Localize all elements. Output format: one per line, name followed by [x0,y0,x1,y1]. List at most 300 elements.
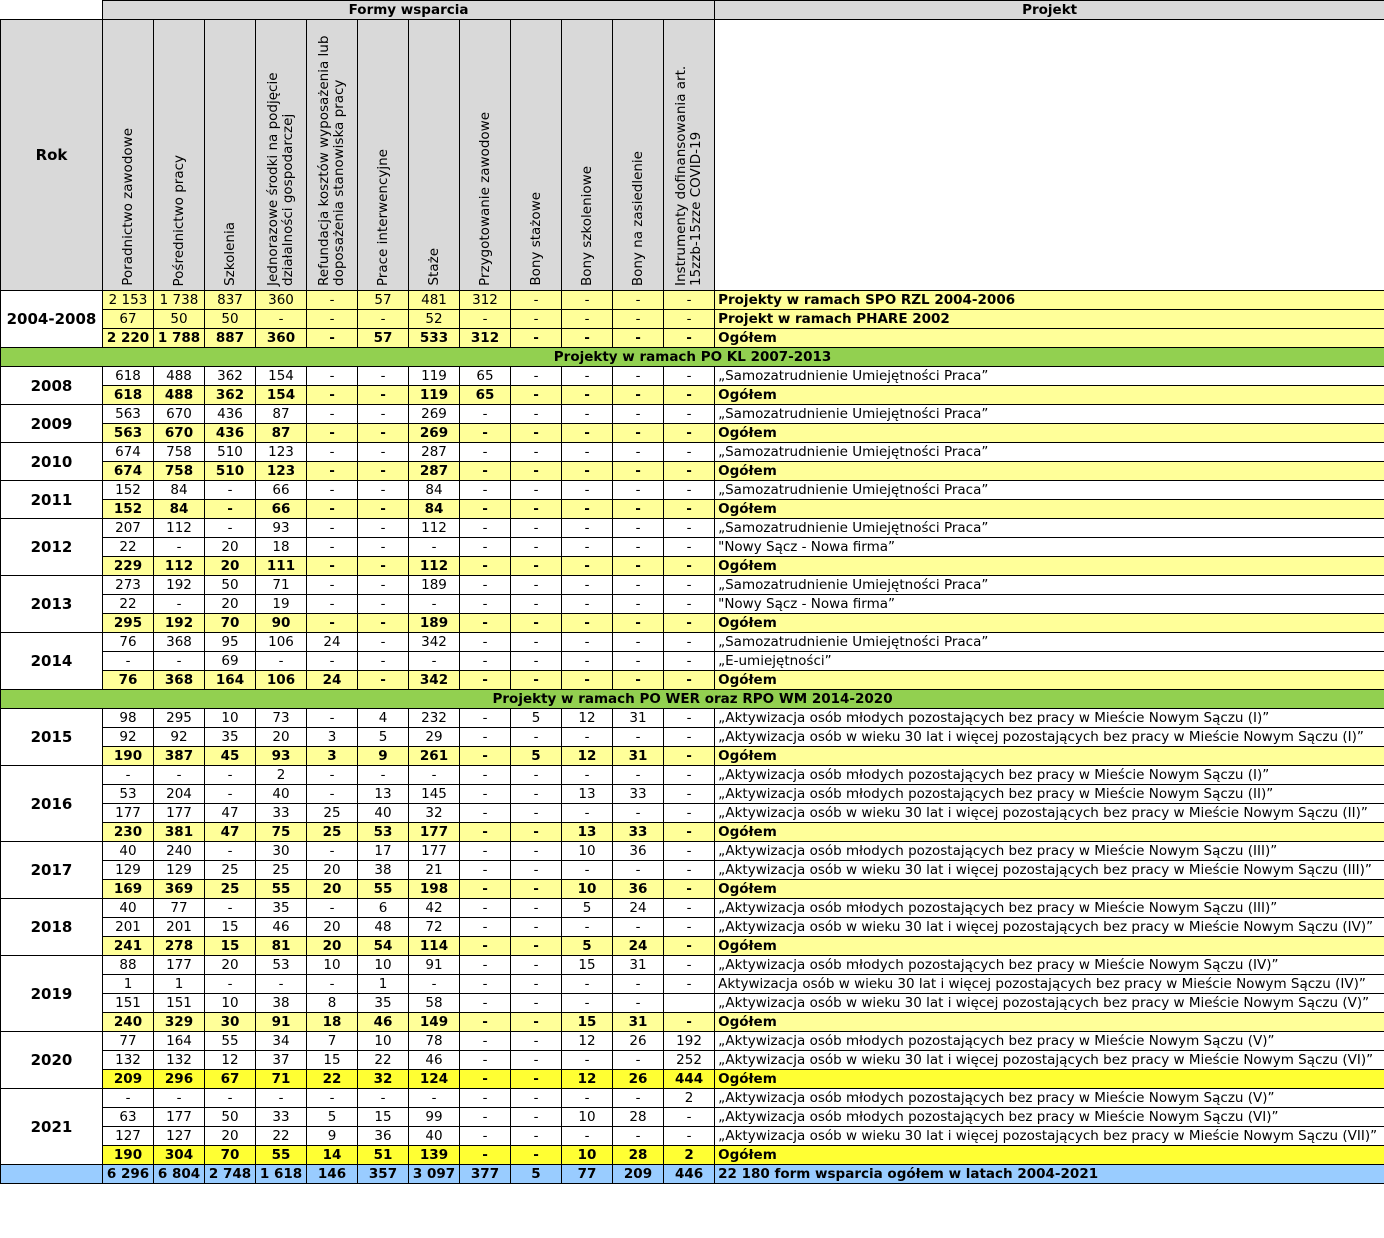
grand-total-value: 209 [613,1165,664,1184]
value-cell: - [358,538,409,557]
table-row [1,994,1384,1013]
project-cell: Ogółem [715,671,1384,690]
value-cell: - [307,462,358,481]
value-cell: 33 [256,804,307,823]
value-cell: - [664,367,715,386]
value-cell: 269 [409,424,460,443]
value-cell: - [460,310,511,329]
value-cell: - [460,652,511,671]
value-cell: 129 [103,861,154,880]
value-cell: - [613,728,664,747]
value-cell: 76 [103,671,154,690]
value-cell: - [562,861,613,880]
table-row [1,709,1384,728]
value-cell: - [358,633,409,652]
value-cell: - [358,310,409,329]
value-cell: - [358,671,409,690]
value-cell: 177 [409,842,460,861]
value-cell: 31 [613,747,664,766]
value-cell: - [205,519,256,538]
col-header-3: Jednorazowe środki na podjęcie działalności gospodarczej [256,20,307,291]
value-cell: 13 [562,823,613,842]
project-cell: „Aktywizacja osób w wieku 30 lat i więcej pozostających bez pracy w Mieście Nowym Sączu (VII)” [715,1127,1384,1146]
value-cell: 84 [409,481,460,500]
value-cell: 20 [307,937,358,956]
value-cell: - [511,861,562,880]
table-row [1,975,1384,994]
value-cell: 51 [358,1146,409,1165]
value-cell: 837 [205,291,256,310]
value-cell: - [307,975,358,994]
value-cell: - [562,918,613,937]
value-cell: - [460,956,511,975]
value-cell: 20 [307,861,358,880]
value-cell: 758 [154,462,205,481]
value-cell: - [562,519,613,538]
value-cell: 164 [154,1032,205,1051]
value-cell: 152 [103,481,154,500]
value-cell: - [256,975,307,994]
total-row [1,1013,1384,1032]
value-cell: - [460,1089,511,1108]
value-cell: - [460,443,511,462]
value-cell: 436 [205,424,256,443]
value-cell [664,994,715,1013]
value-cell: - [358,367,409,386]
table-row [1,1032,1384,1051]
project-cell: Ogółem [715,329,1384,348]
value-cell: 119 [409,367,460,386]
table-row [1,633,1384,652]
value-cell: - [664,500,715,519]
value-cell: 436 [205,405,256,424]
value-cell: - [613,291,664,310]
value-cell: 304 [154,1146,205,1165]
value-cell: - [664,310,715,329]
value-cell: 35 [256,899,307,918]
grand-total-value: 357 [358,1165,409,1184]
section-title: Projekty w ramach PO WER oraz RPO WM 2014-2020 [1,690,1384,709]
forms-group-header: Formy wsparcia [103,1,715,20]
value-cell: 52 [409,310,460,329]
project-cell: Ogółem [715,500,1384,519]
year-cell: 2017 [1,842,103,899]
value-cell: - [460,918,511,937]
value-cell: 177 [103,804,154,823]
value-cell: 329 [154,1013,205,1032]
value-cell: - [154,766,205,785]
value-cell: 132 [103,1051,154,1070]
value-cell: 177 [154,956,205,975]
value-cell: - [460,994,511,1013]
year-cell: 2021 [1,1089,103,1165]
value-cell: 65 [460,386,511,405]
project-cell: Ogółem [715,1013,1384,1032]
value-cell: 55 [256,1146,307,1165]
value-cell: - [358,405,409,424]
value-cell: 53 [358,823,409,842]
value-cell: 20 [205,595,256,614]
table-row [1,956,1384,975]
project-cell: "Nowy Sącz - Nowa firma” [715,538,1384,557]
value-cell: - [460,785,511,804]
value-cell: - [664,614,715,633]
grand-total-value: 2 748 [205,1165,256,1184]
value-cell: 57 [358,291,409,310]
project-cell: „Samozatrudnienie Umiejętności Praca” [715,576,1384,595]
value-cell: - [613,557,664,576]
value-cell: 9 [307,1127,358,1146]
value-cell: 20 [205,1127,256,1146]
project-cell: Ogółem [715,747,1384,766]
value-cell: 38 [256,994,307,1013]
value-cell: - [307,329,358,348]
value-cell: 20 [307,918,358,937]
project-cell: „Samozatrudnienie Umiejętności Praca” [715,367,1384,386]
value-cell: - [664,861,715,880]
table-row [1,291,1384,310]
value-cell: - [307,595,358,614]
value-cell: 368 [154,633,205,652]
value-cell: - [664,842,715,861]
value-cell: - [511,1146,562,1165]
col-header-4: Refundacja kosztów wyposażenia lub doposażenia stanowiska pracy [307,20,358,291]
value-cell: - [307,443,358,462]
value-cell: - [613,500,664,519]
value-cell: - [511,975,562,994]
project-cell: „Aktywizacja osób młodych pozostających bez pracy w Mieście Nowym Sączu (I)” [715,709,1384,728]
total-row [1,671,1384,690]
value-cell: 31 [613,956,664,975]
value-cell: 57 [358,329,409,348]
value-cell: 35 [205,728,256,747]
table-row [1,861,1384,880]
table-row [1,538,1384,557]
value-cell: 209 [103,1070,154,1089]
value-cell: 72 [409,918,460,937]
value-cell: 13 [562,785,613,804]
value-cell: 77 [103,1032,154,1051]
total-row [1,386,1384,405]
value-cell: 92 [103,728,154,747]
value-cell: 10 [562,880,613,899]
value-cell: 151 [103,994,154,1013]
value-cell: - [358,386,409,405]
value-cell: 26 [613,1032,664,1051]
value-cell: - [154,652,205,671]
total-row [1,747,1384,766]
value-cell: - [511,728,562,747]
value-cell: 20 [205,557,256,576]
value-cell: 33 [256,1108,307,1127]
value-cell: - [562,633,613,652]
value-cell: - [664,576,715,595]
project-cell: Ogółem [715,823,1384,842]
value-cell: - [613,367,664,386]
value-cell: 22 [103,595,154,614]
year-cell: 2004-2008 [1,291,103,348]
col-header-9: Bony szkoleniowe [562,20,613,291]
value-cell: 360 [256,329,307,348]
value-cell: 1 738 [154,291,205,310]
value-cell: 40 [409,1127,460,1146]
value-cell: - [205,481,256,500]
value-cell: 342 [409,633,460,652]
value-cell: - [460,1051,511,1070]
value-cell: - [307,1089,358,1108]
value-cell: 76 [103,633,154,652]
value-cell: 29 [409,728,460,747]
value-cell: - [664,633,715,652]
value-cell: 10 [358,956,409,975]
value-cell: - [256,652,307,671]
project-cell: Ogółem [715,424,1384,443]
grand-total-value: 3 097 [409,1165,460,1184]
value-cell: 10 [205,994,256,1013]
value-cell: - [511,1013,562,1032]
value-cell: 22 [103,538,154,557]
value-cell: 887 [205,329,256,348]
grand-total-value: 5 [511,1165,562,1184]
value-cell: 342 [409,671,460,690]
value-cell: - [154,538,205,557]
value-cell: - [664,937,715,956]
value-cell: 77 [154,899,205,918]
value-cell: - [511,462,562,481]
value-cell: - [511,994,562,1013]
project-cell: Projekty w ramach SPO RZL 2004-2006 [715,291,1384,310]
value-cell: - [664,766,715,785]
project-cell: „Samozatrudnienie Umiejętności Praca” [715,519,1384,538]
project-cell: „Aktywizacja osób młodych pozostających bez pracy w Mieście Nowym Sączu (V)” [715,1032,1384,1051]
project-cell: Ogółem [715,1146,1384,1165]
value-cell: - [409,595,460,614]
value-cell: 48 [358,918,409,937]
value-cell: - [460,747,511,766]
value-cell: - [511,766,562,785]
value-cell: 32 [409,804,460,823]
value-cell: - [562,367,613,386]
value-cell: 20 [205,956,256,975]
value-cell: - [664,671,715,690]
value-cell: 674 [103,462,154,481]
value-cell: 269 [409,405,460,424]
value-cell: 2 [664,1089,715,1108]
value-cell: - [613,1051,664,1070]
value-cell: - [205,766,256,785]
grand-total-row [1,1165,1384,1184]
value-cell: - [613,671,664,690]
value-cell: - [358,595,409,614]
value-cell: - [613,405,664,424]
value-cell: 112 [409,519,460,538]
value-cell: 28 [613,1146,664,1165]
value-cell: - [460,1032,511,1051]
value-cell: - [664,747,715,766]
value-cell: 12 [562,1070,613,1089]
value-cell: 71 [256,1070,307,1089]
value-cell: - [613,481,664,500]
table-row [1,481,1384,500]
value-cell: - [562,576,613,595]
value-cell: - [511,652,562,671]
project-cell: „Aktywizacja osób w wieku 30 lat i więcej pozostających bez pracy w Mieście Nowym Sączu (VI)” [715,1051,1384,1070]
project-cell: „Aktywizacja osób młodych pozostających bez pracy w Mieście Nowym Sączu (I)” [715,766,1384,785]
value-cell: 53 [256,956,307,975]
value-cell: 55 [205,1032,256,1051]
value-cell: - [613,652,664,671]
value-cell: - [664,709,715,728]
value-cell: - [460,462,511,481]
value-cell: - [613,614,664,633]
value-cell: - [358,481,409,500]
value-cell: - [511,880,562,899]
value-cell: 192 [154,614,205,633]
value-cell: - [664,443,715,462]
value-cell: - [664,291,715,310]
value-cell: - [205,500,256,519]
value-cell: - [613,310,664,329]
value-cell: 149 [409,1013,460,1032]
value-cell: 10 [307,956,358,975]
project-cell: "Nowy Sącz - Nowa firma” [715,595,1384,614]
value-cell: 189 [409,614,460,633]
value-cell: 15 [205,918,256,937]
grand-total-value: 446 [664,1165,715,1184]
value-cell: 369 [154,880,205,899]
value-cell: 84 [409,500,460,519]
value-cell: - [664,918,715,937]
project-cell: „Aktywizacja osób w wieku 30 lat i więcej pozostających bez pracy w Mieście Nowym Sączu (III)” [715,861,1384,880]
value-cell: - [613,804,664,823]
value-cell: 10 [358,1032,409,1051]
value-cell: 295 [103,614,154,633]
table-row [1,595,1384,614]
project-cell: „Samozatrudnienie Umiejętności Praca” [715,405,1384,424]
value-cell: 13 [358,785,409,804]
value-cell: - [613,633,664,652]
value-cell: 129 [154,861,205,880]
value-cell: - [460,804,511,823]
value-cell: 488 [154,367,205,386]
value-cell: 42 [409,899,460,918]
value-cell: - [358,652,409,671]
grand-total-label: 22 180 form wsparcia ogółem w latach 2004-2021 [715,1165,1384,1184]
project-cell: „Aktywizacja osób w wieku 30 lat i więcej pozostających bez pracy w Mieście Nowym Sączu (V)” [715,994,1384,1013]
value-cell: - [460,614,511,633]
year-column-header: Rok [1,20,103,291]
value-cell: - [154,595,205,614]
section-title: Projekty w ramach PO KL 2007-2013 [1,348,1384,367]
value-cell: - [613,1089,664,1108]
value-cell: 510 [205,443,256,462]
value-cell: 2 [256,766,307,785]
value-cell: 84 [154,500,205,519]
value-cell: - [664,1127,715,1146]
value-cell: 758 [154,443,205,462]
value-cell: 46 [409,1051,460,1070]
value-cell: 28 [613,1108,664,1127]
value-cell: - [613,329,664,348]
value-cell: 58 [409,994,460,1013]
value-cell: - [562,310,613,329]
year-cell: 2008 [1,367,103,405]
value-cell: - [460,595,511,614]
value-cell: 8 [307,994,358,1013]
value-cell: - [358,557,409,576]
value-cell: 1 [358,975,409,994]
value-cell: - [358,1089,409,1108]
value-cell: 114 [409,937,460,956]
value-cell: 5 [562,899,613,918]
value-cell: - [511,804,562,823]
value-cell: - [562,443,613,462]
project-cell: „Aktywizacja osób młodych pozostających bez pracy w Mieście Nowym Sączu (III)” [715,899,1384,918]
value-cell: 65 [460,367,511,386]
value-cell: 15 [307,1051,358,1070]
value-cell: 73 [256,709,307,728]
value-cell: - [664,1108,715,1127]
value-cell: - [307,500,358,519]
value-cell: - [511,842,562,861]
value-cell: 106 [256,633,307,652]
project-cell: „E-umiejętności” [715,652,1384,671]
value-cell: 17 [358,842,409,861]
value-cell: 18 [256,538,307,557]
value-cell: 123 [256,443,307,462]
value-cell: 93 [256,519,307,538]
value-cell: 229 [103,557,154,576]
value-cell: - [562,386,613,405]
value-cell: 2 [664,1146,715,1165]
value-cell: 69 [205,652,256,671]
value-cell: 87 [256,405,307,424]
total-row [1,614,1384,633]
value-cell: 46 [358,1013,409,1032]
col-header-8: Bony stażowe [511,20,562,291]
value-cell: 111 [256,557,307,576]
value-cell: - [664,557,715,576]
value-cell: 66 [256,481,307,500]
value-cell: 201 [154,918,205,937]
value-cell: 84 [154,481,205,500]
value-cell: 31 [613,1013,664,1032]
table-row [1,443,1384,462]
value-cell: 387 [154,747,205,766]
value-cell: - [460,899,511,918]
value-cell: 24 [613,899,664,918]
project-cell: „Aktywizacja osób w wieku 30 lat i więcej pozostających bez pracy w Mieście Nowym Sączu (II)” [715,804,1384,823]
value-cell: 119 [409,386,460,405]
value-cell: - [358,576,409,595]
value-cell: 36 [613,880,664,899]
year-cell: 2009 [1,405,103,443]
value-cell: 177 [154,1108,205,1127]
value-cell: - [613,424,664,443]
value-cell: - [103,652,154,671]
value-cell: - [562,1051,613,1070]
value-cell: 50 [205,576,256,595]
value-cell: 25 [307,823,358,842]
value-cell: - [562,671,613,690]
value-cell: - [307,291,358,310]
total-row [1,424,1384,443]
value-cell: - [460,633,511,652]
value-cell: - [664,1013,715,1032]
value-cell: - [358,614,409,633]
value-cell: - [460,1013,511,1032]
value-cell: - [460,880,511,899]
